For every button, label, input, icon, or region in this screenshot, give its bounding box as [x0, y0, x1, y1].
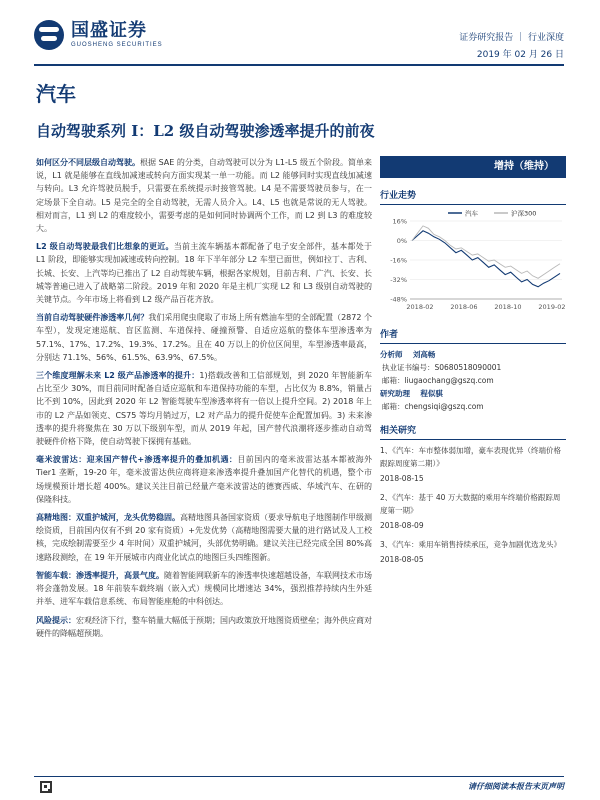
- paragraph: [36, 156, 372, 235]
- sector-title: 汽车: [36, 82, 76, 106]
- assistant-label: 研究助理: [380, 389, 410, 398]
- header-divider: [34, 64, 564, 66]
- series-line: [412, 226, 560, 278]
- paragraph: [36, 369, 372, 448]
- analyst-name: 刘高畅: [412, 350, 436, 359]
- related-item[interactable]: 1、《汽车：车市整体弱加增，豪车表现优异（终端价格跟踪周度第二期）》: [380, 446, 562, 468]
- paragraph: [36, 240, 372, 306]
- trend-heading: 行业走势: [380, 188, 566, 205]
- analyst-email[interactable]: 邮箱：liugaochang@gszq.com: [382, 376, 494, 385]
- assistant-row: [380, 387, 566, 400]
- paragraph-body: 高精地图具备国家资质（要求导航电子地图制作甲级测绘资质，目前国内仅有不到 20 家有资质）+先发优势（高精地图需要大量的进行路试及人工校核，完成绘制需要至少 4 年时间）双重护城河，头部优势明确。建议关注已经完成全国 80%高速路段测绘，在 19 年开展城市内商业化试点的地图巨头四维图新。: [36, 513, 372, 562]
- paragraph-lead: 智能车载：渗透率提升，高景气度。: [36, 570, 164, 580]
- trend-chart-svg: [380, 207, 566, 317]
- paragraph-lead: 当前自动驾驶硬件渗透率几何？: [36, 313, 149, 323]
- company-logo: [34, 20, 163, 50]
- legend-label: 汽车: [465, 209, 478, 218]
- related-date: 2018-08-09: [380, 521, 424, 530]
- x-tick-label: 2018-10: [494, 303, 522, 311]
- legend-label: 沪深300: [511, 209, 537, 218]
- paragraph-lead: 如何区分不同层级自动驾驶。: [36, 158, 141, 167]
- report-title: 自动驾驶系列 I：L2 级自动驾驶渗透率提升的前夜: [36, 122, 375, 140]
- footer-disclaimer: 请仔细阅读本报告末页声明: [468, 782, 564, 791]
- paragraph-body: 随着智能网联新车的渗透率快速超越设备，车联网技术市场将会蓬勃发展。18 年前装车载终端（嵌入式）规模同比增速达 34%，强烈推荐持续内生外延并举、进军车载信息系统、布局智能座舱的中科创达。: [36, 570, 372, 607]
- y-tick-label: -48%: [390, 295, 407, 304]
- paragraph-body: 宏观经济下行，整车销量大幅低于预期；国内政策放开地图资质壁垒；海外供应商对硬件的降幅超预期。: [36, 615, 372, 638]
- y-tick-label: -16%: [390, 256, 407, 265]
- related-date: 2018-08-15: [380, 474, 424, 483]
- trend-chart: [380, 207, 566, 317]
- analyst-row: [380, 348, 566, 361]
- y-tick-label: 16%: [392, 217, 407, 226]
- sidebar: [380, 156, 566, 572]
- paragraph: [36, 311, 372, 364]
- footer-divider: [34, 776, 564, 777]
- analyst-label: 分析师: [380, 350, 403, 359]
- paragraph: [36, 569, 372, 609]
- paragraph-body: 目前国内的毫米波雷达基本都被海外 Tier1 垄断，19-20 年，毫米波雷达供应商将迎来渗透率提升叠加国产化替代的机遇，整个市场规模预计增长超 400%。建议关注目前已经量产毫米波雷达的德赛西威、华域汽车、在研的保隆科技。: [36, 455, 373, 504]
- y-tick-label: 0%: [396, 237, 407, 245]
- paragraph: [36, 511, 372, 564]
- rating-badge: 增持（维持）: [380, 156, 566, 178]
- related-item[interactable]: 3、《汽车：乘用车销售持续承压，竞争加剧优选龙头》: [380, 540, 562, 549]
- logo-cn-text: 国盛证券: [71, 20, 147, 41]
- paragraph-body: 根据 SAE 的分类，自动驾驶可以分为 L1-L5 级五个阶段。简单来说，L1 就是能够在直线加减速或转向方面实现某一单一功能。而 L2 能够同时实现直线加减速与转向。L3 允许驾驶员脱手，只需要在系统提示时接管驾驶。L4 是不需要驾驶员参与，在一定场景下全自动。L5 是完全的全自动驾驶，无需人员介入。L4、L5 也就是常说的无人驾驶。相对而言，L1 到 L2 的难度较小，需要考虑的是如何同时协调两个工作，而 L2 到 L3 的难度较大。: [36, 158, 372, 234]
- related-heading: 相关研究: [380, 423, 566, 440]
- logo-en-text: GUOSHENG SECURITIES: [71, 42, 163, 48]
- paragraph-lead: 风险提示：: [36, 615, 76, 625]
- paragraph: [36, 614, 372, 640]
- paragraph-lead: 三个维度理解未来 L2 级产品渗透率的提升：: [36, 371, 200, 381]
- paragraph-body: 当前主流车辆基本都配备了电子安全部件，基本都处于 L1 阶段，即能够实现加减速或转向控制。18 年下半年部分 L2 车型已面世，例如拉丁、吉利、长城、长安、上汽等均已推出了 L2 自动驾驶车辆，根据各家规划，目前吉利、广汽、长安、长城等普遍已进入了战略第二阶段。2019 年和 2020 年是主机厂实现 L2 和 L3 级别自动驾驶的关键节点。今年市场上将看到 L2 级产品百花齐放。: [36, 242, 372, 305]
- logo-icon: [34, 20, 64, 50]
- x-tick-label: 2018-06: [450, 303, 478, 311]
- paragraph-lead: L2 级自动驾驶最我们比想象的更近。: [36, 242, 174, 252]
- main-content: [36, 156, 372, 645]
- x-tick-label: 2019-02: [538, 303, 566, 311]
- assistant-email[interactable]: 邮箱：chengsiqi@gszq.com: [382, 402, 484, 411]
- related-date: 2018-08-05: [380, 555, 424, 564]
- assistant-name: 程似骐: [420, 389, 443, 398]
- x-tick-label: 2018-02: [406, 303, 434, 311]
- paragraph-body: 我们采用爬虫爬取了市场上所有燃油车型的全部配置（2872 个车型），发现定速巡航、盲区监测、车道保持、碰撞预警、自适应巡航的整体车型渗透率为 57.1%、17%、17.2%、19.3%、17.2%。且在 40 万以上的价位区间里，车型渗透率最高，分别达 71.1%、56%、61.5%、63.9%、67.5%。: [36, 313, 373, 362]
- related-item[interactable]: 2、《汽车：基于 40 万大数据的乘用车终端价格跟踪周度第一期》: [380, 493, 561, 515]
- authors-heading: 作者: [380, 327, 566, 344]
- paragraph-lead: 毫米波雷达：迎来国产替代+渗透率提升的叠加机遇：: [36, 455, 238, 465]
- paragraph-body: 1)搭载改善和工信部规划，到 2020 年智能新车占比至少 30%，而目前同时配备自适应巡航和车道保持功能的车型，占比仅为 8.8%，销量占比不到 10%，因此到 2020 年 L2 智能驾驶车型渗透率将有一倍以上提升空间。2) 2018 年上市的 L2 产品如领克、CS75 等均月销过万，L2 对产品力的提升促使车企配置加码。3) 未来渗透率的提升将聚焦在 30 万以下级别车型，而从 2019 年起，国产替代浪潮将逐步推动自动驾驶硬件价格下降，使自动驾驶下探拥有基础。: [36, 371, 373, 447]
- paragraph: [36, 453, 372, 506]
- report-date: 2019 年 02 月 26 日: [476, 50, 564, 60]
- y-tick-label: -32%: [390, 276, 407, 284]
- report-type: 证券研究报告 ｜ 行业深度: [459, 33, 564, 43]
- paragraph-lead: 高精地图：双重护城河，龙头优势稳固。: [36, 513, 180, 523]
- analyst-cert: 执业证书编号：S0680518090001: [382, 363, 502, 372]
- qr-code-icon: [40, 781, 52, 793]
